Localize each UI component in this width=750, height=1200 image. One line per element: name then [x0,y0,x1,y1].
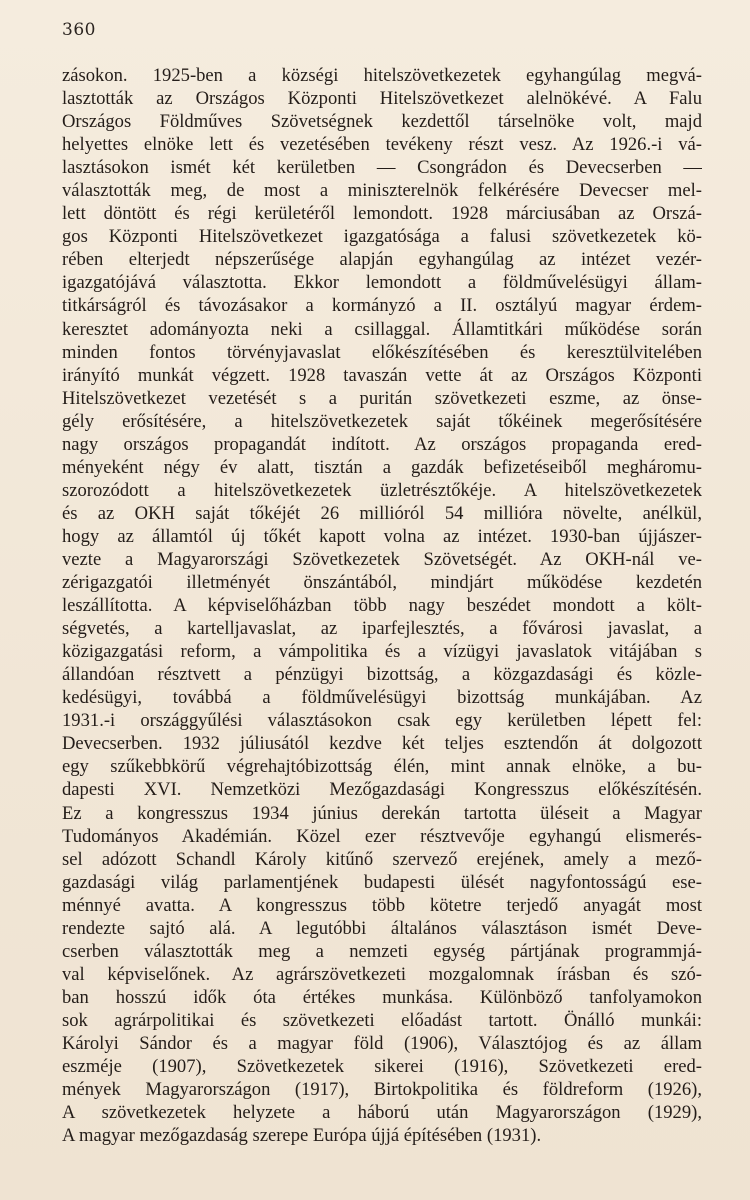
text-line: Tudományos Akadémián. Közel ezer résztvevője egyhangú elismerés- [62,825,702,847]
text-line: sok agrárpolitikai és szövetkezeti előadást tartott. Önálló munkái: [62,1009,702,1031]
text-line: lasztásokon ismét két kerületben — Csongrádon és Devecserben — [62,157,702,179]
text-line: minden fontos törvényjavaslat előkészítésében és keresztülvitelében [62,341,702,363]
text-line: kedésügyi, továbbá a földművelésügyi bizottság munkájában. Az [62,687,702,709]
text-line: gos Központi Hitelszövetkezet igazgatósága a falusi szövetkezetek kö- [62,226,702,248]
text-line: dapesti XVI. Nemzetközi Mezőgazdasági Kongresszus előkészítésén. [62,779,702,801]
text-line: ségvetés, a kartelljavaslat, az iparfejlesztés, a fővárosi javaslat, a [62,618,702,640]
text-line: val képviselőnek. Az agrárszövetkezeti mozgalomnak írásban és szó- [62,963,702,985]
text-line: közigazgatási reform, a vámpolitika és a vízügyi javaslatok vitájában s [62,641,702,663]
text-line: titkárságról és távozásakor a kormányzó a II. osztályú magyar érdem- [62,295,702,317]
text-line: igazgatójává választotta. Ekkor lemondott a földművelésügyi állam- [62,272,702,294]
text-line: lett döntött és régi kerületéről lemondott. 1928 márciusában az Orszá- [62,203,702,225]
text-line: Országos Földműves Szövetségnek kezdettől társelnöke volt, majd [62,111,702,133]
text-line: Devecserben. 1932 júliusától kezdve két teljes esztendőn át dolgozott [62,733,702,755]
text-line: 1931.-i országgyűlési választásokon csak egy kerületben lépett fel: [62,710,702,732]
text-line: hogy az államtól új tőkét kapott volna az intézet. 1930-ban újjászer- [62,525,702,547]
text-line: vezte a Magyarországi Szövetkezetek Szövetségét. Az OKH-nál ve- [62,548,702,570]
text-line: ményeként négy év alatt, tisztán a gazdák befizetéseiből megháromu- [62,456,702,478]
text-line: nagy országos propagandát indított. Az országos propaganda ered- [62,433,702,455]
text-line: szorozódott a hitelszövetkezetek üzletrésztőkéje. A hitelszövetkezetek [62,479,702,501]
text-line: Hitelszövetkezet vezetését s a puritán szövetkezeti eszme, az önse- [62,387,702,409]
text-line: állandóan résztvett a pénzügyi bizottság, a közgazdasági és közle- [62,664,702,686]
text-line: Ez a kongresszus 1934 június derekán tartotta üléseit a Magyar [62,802,702,824]
body-text [62,64,702,1147]
text-line: gély erősítésére, a hitelszövetkezetek saját tőkéinek megerősítésére [62,410,702,432]
text-line: sel adózott Schandl Károly kitűnő szervező erejének, amely a mező- [62,848,702,870]
text-line: rében elterjedt népszerűsége alapján egyhangúlag az intézet vezér- [62,249,702,271]
text-line: leszállította. A képviselőházban több nagy beszédet mondott a költ- [62,595,702,617]
text-line: zásokon. 1925-ben a községi hitelszövetkezetek egyhangúlag megvá- [62,65,702,86]
text-line: ban hosszú idők óta értékes munkása. Különböző tanfolyamokon [62,986,702,1008]
text-line: zérigazgatói illetményét önszántából, mindjárt működése kezdetén [62,572,702,594]
text-line: lasztották az Országos Központi Hitelszövetkezet alelnökévé. A Falu [62,88,702,110]
text-line: helyettes elnöke lett és vezetésében tevékeny részt vesz. Az 1926.-i vá- [62,134,702,156]
text-line: gazdasági világ parlamentjének budapesti ülését nagyfontosságú ese- [62,871,702,893]
text-line: mények Magyarországon (1917), Birtokpolitika és földreform (1926), [62,1079,702,1101]
text-line: A szövetkezetek helyzete a háború után Magyarországon (1929), [62,1102,702,1124]
text-line: Károlyi Sándor és a magyar föld (1906), Választójog és az állam [62,1032,702,1054]
text-line: rendezte sajtó alá. A legutóbbi általános választáson ismét Deve- [62,917,702,939]
text-line: ménnyé avatta. A kongresszus több kötetre terjedő anyagát most [62,894,702,916]
text-line: A magyar mezőgazdaság szerepe Európa újjá építésében (1931). [62,1125,542,1147]
text-line: választották meg, de most a miniszterelnök felkérésére Devecser mel- [62,180,702,202]
text-line: egy szűkebbkörű végrehajtóbizottság élén, mint annak elnöke, a bu- [62,756,702,778]
text-line: irányító munkát végzett. 1928 tavaszán vette át az Országos Központi [62,364,702,386]
text-line: cserben választották meg a nemzeti egység pártjának programmjá- [62,940,702,962]
text-line: keresztet adományozta neki a csillaggal. Államtitkári működése során [62,318,702,340]
text-line: és az OKH saját tőkéjét 26 millióról 54 millióra növelte, anélkül, [62,502,702,524]
page-number: 360 [62,20,96,40]
text-line: eszméje (1907), Szövetkezetek sikerei (1916), Szövetkezeti ered- [62,1056,702,1078]
